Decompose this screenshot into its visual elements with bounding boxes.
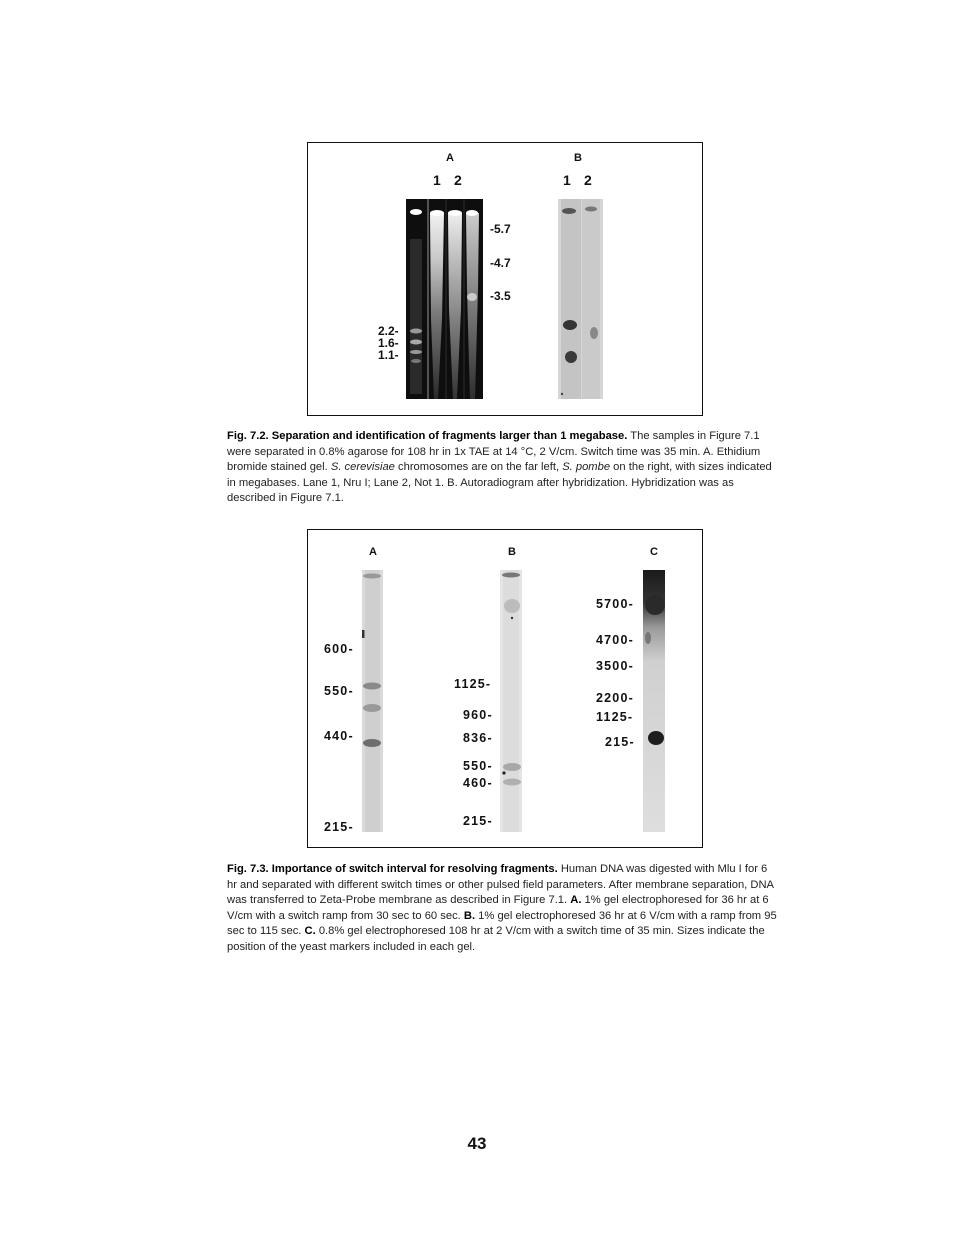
figure-7-3-caption bbox=[227, 862, 777, 955]
caption-panel-ref: B. bbox=[463, 909, 476, 922]
panel-a-label: A bbox=[446, 152, 454, 164]
size-marker: -5.7 bbox=[490, 222, 511, 236]
size-marker: 215- bbox=[605, 735, 635, 749]
panel-c-label: C bbox=[650, 546, 658, 558]
panel-b-label: B bbox=[574, 152, 582, 164]
size-marker: 4700- bbox=[596, 633, 634, 647]
caption-species: S. cerevisiae bbox=[330, 461, 395, 473]
size-marker: 1125- bbox=[454, 677, 492, 691]
lane-number: 1 bbox=[563, 172, 571, 188]
size-marker: 5700- bbox=[596, 597, 634, 611]
caption-title: Fig. 7.3. Importance of switch interval for resolving fragments. bbox=[227, 863, 558, 875]
panel-b-label: B bbox=[508, 546, 516, 558]
size-marker: 2.2- bbox=[378, 324, 399, 338]
size-marker: 836- bbox=[463, 731, 493, 745]
figure-7-3 bbox=[307, 529, 703, 848]
size-marker: 550- bbox=[463, 759, 493, 773]
size-marker: 3500- bbox=[596, 659, 634, 673]
blot-lane-b bbox=[500, 570, 522, 832]
size-marker: 1.6- bbox=[378, 336, 399, 350]
autoradiogram-image bbox=[558, 199, 603, 399]
size-marker: 460- bbox=[463, 776, 493, 790]
size-marker: 2200- bbox=[596, 691, 634, 705]
size-marker: -4.7 bbox=[490, 256, 511, 270]
figure-7-2-caption bbox=[227, 429, 777, 507]
caption-text: 1% gel electrophoresed 36 hr at 6 V/cm with a ramp from 95 sec to 115 sec. bbox=[227, 909, 777, 937]
size-marker: 960- bbox=[463, 708, 493, 722]
size-marker: 1.1- bbox=[378, 348, 399, 362]
size-marker: 215- bbox=[324, 820, 354, 834]
ethidium-gel-image bbox=[406, 199, 483, 399]
caption-text: Human DNA was digested with Mlu I for 6 hr and separated with different switch times or other pulsed field parameters. After membrane separation, DNA was transferred to Zeta-Probe membrane as described in Figure 7.1. bbox=[227, 863, 774, 906]
size-marker: 550- bbox=[324, 684, 354, 698]
size-marker: 215- bbox=[463, 814, 493, 828]
caption-text: on the right, with sizes indicated in megabases. Lane 1, Nru I; Lane 2, Not 1. B. Autoradiogram after hybridization. Hybridization was as described in Figure 7.1. bbox=[227, 461, 772, 504]
caption-species: S. pombe bbox=[562, 461, 611, 473]
page-number: 43 bbox=[467, 1134, 487, 1153]
size-marker: 440- bbox=[324, 729, 354, 743]
panel-a-label: A bbox=[369, 546, 377, 558]
caption-text: 0.8% gel electrophoresed 108 hr at 2 V/cm with a switch time of 35 min. Sizes indicate the position of the yeast markers included in each gel. bbox=[227, 925, 765, 953]
size-marker: 600- bbox=[324, 642, 354, 656]
caption-text: chromosomes are on the far left, bbox=[394, 461, 563, 473]
size-marker: -3.5 bbox=[490, 289, 511, 303]
caption-panel-ref: C. bbox=[304, 925, 316, 937]
blot-lane-a bbox=[362, 570, 383, 832]
blot-lane-c bbox=[643, 570, 665, 832]
figure-7-2 bbox=[307, 142, 703, 416]
lane-number: 2 bbox=[454, 172, 462, 188]
caption-title: Fig. 7.2. Separation and identification of fragments larger than 1 megabase. bbox=[227, 430, 628, 442]
caption-text: 1% gel electrophoresed for 36 hr at 6 V/cm with a switch ramp from 30 sec to 60 sec. bbox=[227, 894, 769, 922]
caption-panel-ref: A. bbox=[570, 894, 582, 906]
caption-text: The samples in Figure 7.1 were separated in 0.8% agarose for 108 hr in 1x TAE at 14 °C, 2 V/cm. Switch time was 35 min. A. Ethidium bromide stained gel. bbox=[227, 430, 761, 473]
lane-number: 2 bbox=[584, 172, 592, 188]
size-marker: 1125- bbox=[596, 710, 634, 724]
lane-number: 1 bbox=[433, 172, 441, 188]
